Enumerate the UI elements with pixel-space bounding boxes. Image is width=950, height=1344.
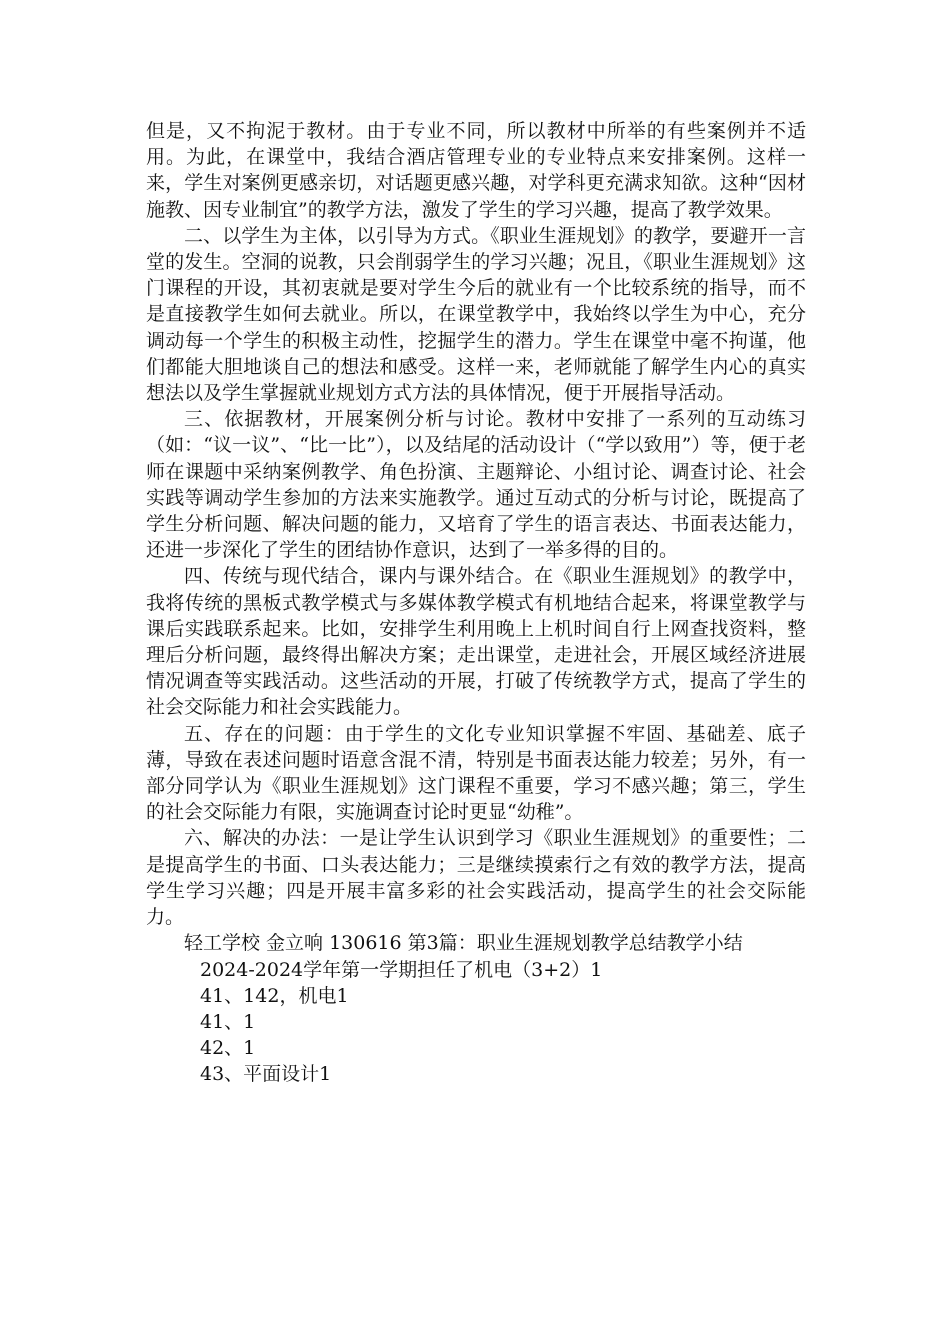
paragraph-section-six: 六、解决的办法：一是让学生认识到学习《职业生涯规划》的重要性；二是提高学生的书面、口头表达能力；三是继续摸索行之有效的教学方法，提高学生学习兴趣；四是开展丰富多彩的社会实践活动，提高学生的社会交际能力。 bbox=[146, 827, 806, 929]
document-page bbox=[146, 118, 806, 1088]
text-line: 41、142，机电1 bbox=[200, 984, 349, 1007]
text-line: 43、平面设计1 bbox=[200, 1063, 332, 1086]
paragraph-section-four: 四、传统与现代结合，课内与课外结合。在《职业生涯规划》的教学中，我将传统的黑板式教学模式与多媒体教学模式有机地结合起来，将课堂教学与课后实践联系起来。比如，安排学生利用晚上上机时间自行上网查找资料，整理后分析问题，最终得出解决方案；走出课堂，走进社会，开展区域经济进展情况调查等实践活动。这些活动的开展，打破了传统教学方式，提高了学生的社会交际能力和社会实践能力。 bbox=[146, 565, 806, 719]
text-line: 2024-2024学年第一学期担任了机电（3+2）1 bbox=[200, 958, 603, 981]
paragraph-continuation: 但是，又不拘泥于教材。由于专业不同，所以教材中所举的有些案例并不适用。为此，在课堂中，我结合酒店管理专业的专业特点来安排案例。这样一来，学生对案例更感亲切，对话题更感兴趣，对学科更充满求知欲。这种“因材施教、因专业制宜”的教学方法，激发了学生的学习兴趣，提高了教学效果。 bbox=[146, 120, 806, 221]
paragraph-section-two: 二、以学生为主体，以引导为方式。《职业生涯规划》的教学，要避开一言堂的发生。空洞的说教，只会削弱学生的学习兴趣；况且，《职业生涯规划》这门课程的开设，其初衷就是要对学生今后的就业有一个比较系统的指导，而不是直接教学生如何去就业。所以，在课堂教学中，我始终以学生为中心，充分调动每一个学生的积极主动性，挖掘学生的潜力。学生在课堂中毫不拘谨，他们都能大胆地谈自己的想法和感受。这样一来，老师就能了解学生内心的真实想法以及学生掌握就业规划方式方法的具体情况，便于开展指导活动。 bbox=[146, 224, 806, 405]
paragraph-section-five: 五、存在的问题：由于学生的文化专业知识掌握不牢固、基础差、底子薄，导致在表述问题时语意含混不清，特别是书面表达能力较差；另外，有一部分同学认为《职业生涯规划》这门课程不重要，学习不感兴趣；第三，学生的社会交际能力有限，实施调查讨论时更显“幼稚”。 bbox=[146, 722, 806, 824]
text-line: 41、1 bbox=[200, 1010, 256, 1033]
paragraph-article-heading: 轻工学校 金立响 130616 第3篇：职业生涯规划教学总结教学小结 bbox=[184, 932, 743, 955]
paragraph-section-three: 三、依据教材，开展案例分析与讨论。教材中安排了一系列的互动练习（如：“议一议”、“比一比”），以及结尾的活动设计（“学以致用”）等，便于老师在课题中采纳案例教学、角色扮演、主题辩论、小组讨论、调查讨论、社会实践等调动学生参加的方法来实施教学。通过互动式的分析与讨论，既提高了学生分析问题、解决问题的能力，又培育了学生的语言表达、书面表达能力，还进一步深化了学生的团结协作意识，达到了一举多得的目的。 bbox=[146, 408, 806, 562]
text-line: 42、1 bbox=[200, 1037, 256, 1060]
